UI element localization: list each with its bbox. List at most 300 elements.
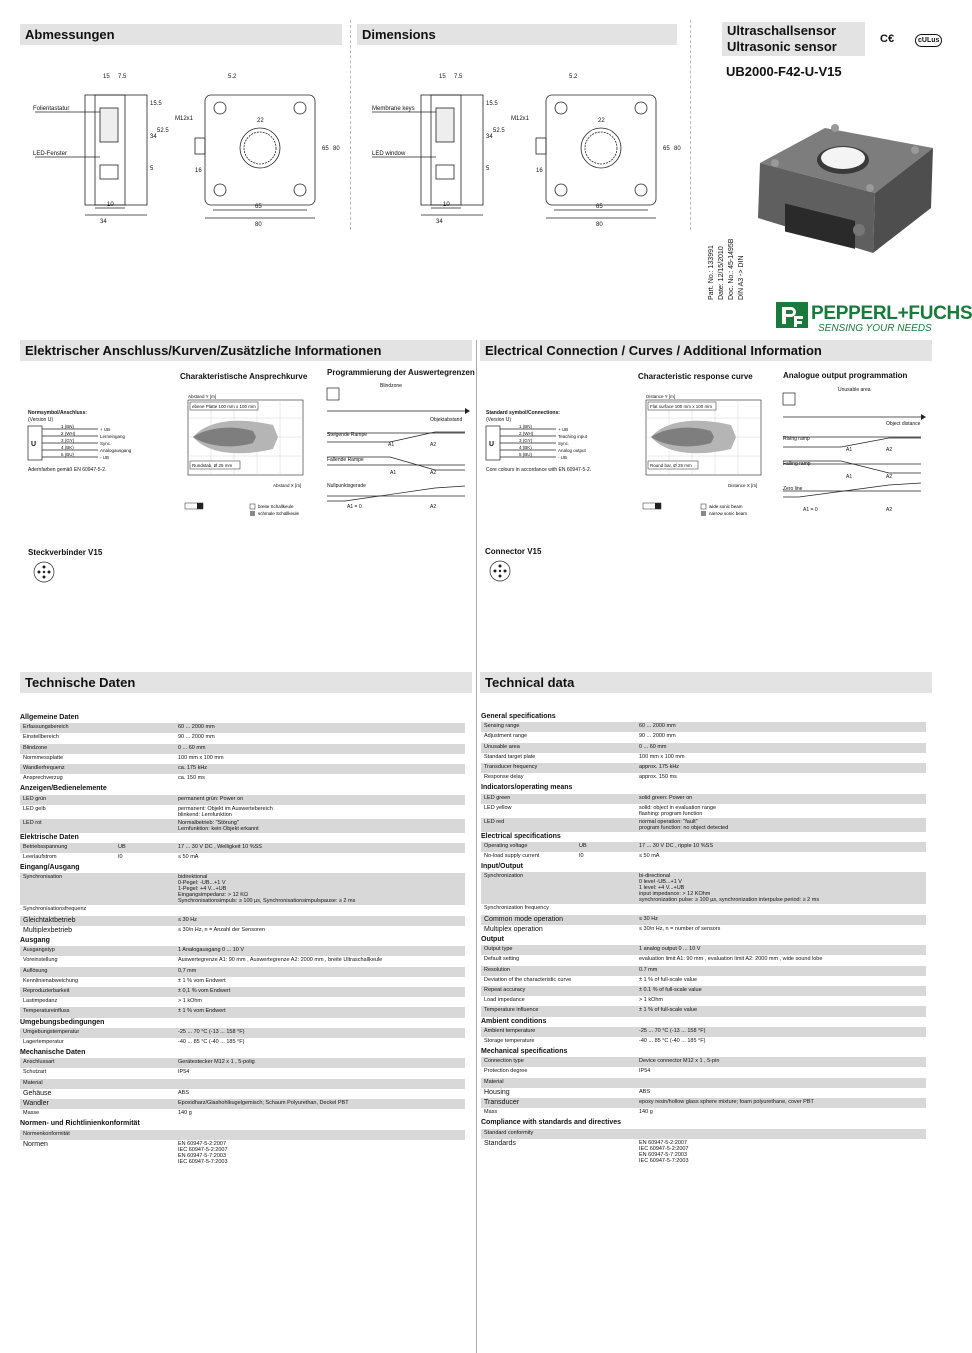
spec-value: ABS <box>175 1089 465 1099</box>
spec-symbol <box>576 1006 636 1016</box>
spec-row <box>20 853 465 863</box>
spec-label: Load impedance <box>481 996 576 1006</box>
dim-label-16: 16 <box>195 168 202 174</box>
spec-label: Standard target plate <box>481 753 576 763</box>
spec-value: 100 mm x 100 mm <box>175 754 465 764</box>
spec-value: ≤ 50 mA <box>175 853 465 863</box>
spec-symbol <box>576 945 636 955</box>
spec-row <box>481 986 926 996</box>
spec-row <box>481 1067 926 1077</box>
y-axis-label: Distance Y [m] <box>646 394 676 399</box>
spec-value: approx. 175 kHz <box>636 763 926 773</box>
spec-label: LED gelb <box>20 805 115 819</box>
spec-symbol <box>115 1068 175 1078</box>
a1-zero-label: A1 = 0 <box>347 504 362 510</box>
spec-symbol <box>115 1140 175 1166</box>
rising-ramp-label: Rising ramp <box>783 436 810 442</box>
spec-label: Housing <box>481 1088 576 1098</box>
spec-row <box>481 1098 926 1108</box>
section-heading-text: Normen- und Richtlinienkonformität <box>20 1119 465 1129</box>
spec-value: epoxy resin/hollow glass sphere mixture; foam polyurethane, cover PBT <box>636 1098 926 1108</box>
spec-symbol <box>115 1007 175 1017</box>
rod-label: Round bar, Ø 25 mm <box>650 463 692 468</box>
prog-title-de: Programmierung der Auswertegrenzen <box>327 368 475 377</box>
spec-value: 17 ... 30 V DC , Welligkeit 10 %SS <box>175 843 465 853</box>
x-axis-label: Abstand X [m] <box>273 483 302 488</box>
spec-value <box>636 1129 926 1139</box>
spec-label: Kennlinienabweichung <box>20 977 115 987</box>
label-foil: Folientastatur <box>33 106 70 112</box>
pin-code-3: 3 (GY) <box>61 438 75 443</box>
spec-value: ≤ 50 mA <box>636 852 926 862</box>
dimension-drawing-en <box>366 60 686 230</box>
core-colours-de: Adernfarben gemäß EN 60947-5-2. <box>28 467 107 473</box>
section-heading <box>481 1118 926 1128</box>
spec-row <box>20 1038 465 1048</box>
spec-value: ± 1 % vom Endwert <box>175 1007 465 1017</box>
product-name-en: Ultrasonic sensor <box>727 39 837 54</box>
spec-label: Synchronisationsfrequenz <box>20 905 115 915</box>
spec-label: Synchronisation <box>20 873 115 905</box>
spec-row <box>20 744 465 754</box>
a1-label: A1 <box>388 442 395 448</box>
section-heading-text: Eingang/Ausgang <box>20 863 465 873</box>
spec-label: Mass <box>481 1108 576 1118</box>
pin-code-4: 4 (BK) <box>519 445 532 450</box>
prog-diagram-en <box>781 381 931 521</box>
response-curve-de <box>178 395 308 505</box>
tech-table-de <box>20 713 465 1166</box>
spec-row <box>20 873 465 905</box>
a1-label: A1 <box>846 474 853 480</box>
a2-label: A2 <box>430 504 437 510</box>
spec-symbol <box>115 744 175 754</box>
spec-row <box>20 1079 465 1089</box>
spec-symbol <box>576 1067 636 1077</box>
spec-symbol <box>576 794 636 804</box>
spec-value: bidirektional 0-Pegel: -UB...+1 V 1-Pegel: +4 V...+UB Eingangsimpedanz: > 12 KΩ Synchronisationsimpuls: ≥ 100 µs, Synchronisationsimpulspause: ≥ 2 ms <box>175 873 465 905</box>
spec-symbol <box>115 956 175 966</box>
section-heading-text: Indicators/operating means <box>481 783 926 793</box>
spec-label: Normenkonformität <box>20 1130 115 1140</box>
spec-label: LED grün <box>20 795 115 805</box>
spec-symbol <box>115 916 175 926</box>
spec-label: Lastimpedanz <box>20 997 115 1007</box>
spec-symbol <box>576 1027 636 1037</box>
section-heading <box>481 935 926 945</box>
spec-label: Unusable area <box>481 743 576 753</box>
beam-narrow-label: schmale Schallkeule <box>258 511 300 516</box>
spec-row <box>481 904 926 914</box>
dim-label-22: 22 <box>257 118 264 124</box>
spec-symbol <box>576 955 636 965</box>
spec-label: Schutzart <box>20 1068 115 1078</box>
spec-row <box>481 872 926 904</box>
spec-symbol <box>115 1038 175 1048</box>
spec-symbol <box>576 804 636 818</box>
spec-symbol <box>115 764 175 774</box>
blind-zone-label: Blindzone <box>380 383 402 389</box>
spec-row <box>20 1007 465 1017</box>
spec-symbol <box>576 753 636 763</box>
rod-label: Rundstab, Ø 25 mm <box>192 463 233 468</box>
spec-row <box>20 1028 465 1038</box>
spec-label: Normen <box>20 1140 115 1166</box>
spec-row <box>20 1099 465 1109</box>
spec-value: IP54 <box>636 1067 926 1077</box>
dim-label-5: 5 <box>150 166 154 172</box>
dim-label-10: 10 <box>443 202 450 208</box>
spec-row <box>20 987 465 997</box>
spec-row <box>20 905 465 915</box>
spec-row <box>20 723 465 733</box>
spec-row <box>20 926 465 936</box>
spec-row <box>481 842 926 852</box>
section-heading <box>20 713 465 723</box>
spec-value: > 1 kOhm <box>636 996 926 1006</box>
spec-symbol <box>115 1099 175 1109</box>
spec-value <box>175 1130 465 1140</box>
spec-row <box>481 1088 926 1098</box>
symbol-title-en: Standard symbol/Connections: <box>486 410 560 416</box>
section-heading <box>481 862 926 872</box>
section-heading <box>481 1017 926 1027</box>
a2-label: A2 <box>430 470 437 476</box>
spec-value: ca. 150 ms <box>175 774 465 784</box>
zero-line-label: Nullpunktsgerade <box>327 483 366 489</box>
spec-label: LED yellow <box>481 804 576 818</box>
spec-value: solid: object in evaluation range flashing: program function <box>636 804 926 818</box>
spec-row <box>20 977 465 987</box>
y-axis-label: Abstand Y [m] <box>188 394 217 399</box>
dim-label-80-v: 80 <box>674 146 681 152</box>
spec-value: 0,7 mm <box>175 967 465 977</box>
spec-value: ABS <box>636 1088 926 1098</box>
dim-label-16: 16 <box>536 168 543 174</box>
connector-title-en: Connector V15 <box>485 547 542 556</box>
dim-label-34-h: 34 <box>436 219 443 225</box>
spec-value: ± 1 % of full-scale value <box>636 1006 926 1016</box>
spec-value: 17 ... 30 V DC , ripple 10 %SS <box>636 842 926 852</box>
spec-value: -40 ... 85 °C (-40 ... 185 °F) <box>636 1037 926 1047</box>
pin-1-label: + UB <box>558 427 569 432</box>
label-led-window: LED window <box>372 151 406 157</box>
spec-row <box>481 753 926 763</box>
pin-code-1: 1 (BN) <box>519 424 533 429</box>
spec-value: 90 ... 2000 mm <box>636 732 926 742</box>
spec-symbol <box>576 904 636 914</box>
spec-value: ca. 175 kHz <box>175 764 465 774</box>
spec-label: Normmessplatte <box>20 754 115 764</box>
spec-symbol <box>115 926 175 936</box>
spec-label: Einstellbereich <box>20 733 115 743</box>
spec-row <box>481 1129 926 1139</box>
separator-dim-2 <box>690 20 691 230</box>
spec-row <box>481 996 926 1006</box>
spec-label: Storage temperature <box>481 1037 576 1047</box>
spec-label: Standards <box>481 1139 576 1165</box>
spec-row <box>20 733 465 743</box>
spec-value: Gerätestecker M12 x 1 , 5-polig <box>175 1058 465 1068</box>
pin-code-1: 1 (BN) <box>61 424 75 429</box>
spec-value: -25 ... 70 °C (-13 ... 158 °F) <box>175 1028 465 1038</box>
spec-row <box>481 945 926 955</box>
x-axis-label: Distance X [m] <box>728 483 758 488</box>
pin-2-label: Lerneingang <box>100 434 126 439</box>
spec-symbol <box>115 1089 175 1099</box>
section-heading-text: Anzeigen/Bedienelemente <box>20 784 465 794</box>
spec-label: Ausgangstyp <box>20 946 115 956</box>
spec-symbol <box>115 967 175 977</box>
doc-meta <box>708 130 748 300</box>
spec-value: ≤ 30/n Hz, n = number of sensors <box>636 925 926 935</box>
pin-4-label: Analog output <box>558 448 586 453</box>
spec-row <box>20 754 465 764</box>
section-heading-text: Electrical specifications <box>481 832 926 842</box>
spec-label: Protection degree <box>481 1067 576 1077</box>
spec-symbol <box>576 1037 636 1047</box>
doc-no: Doc. No.: 45-1495B <box>728 238 735 300</box>
spec-label: Auflösung <box>20 967 115 977</box>
spec-label: Material <box>481 1078 576 1088</box>
spec-symbol <box>115 795 175 805</box>
spec-row <box>481 955 926 965</box>
spec-value: ± 1 % vom Endwert <box>175 977 465 987</box>
spec-label: LED rot <box>20 819 115 833</box>
spec-row <box>20 967 465 977</box>
a1-label: A1 <box>390 470 397 476</box>
spec-value: Normalbetrieb: "Störung" Lernfunktion: kein Objekt erkannt <box>175 819 465 833</box>
spec-symbol: I0 <box>576 852 636 862</box>
pin-code-5: 5 (BU) <box>519 452 533 457</box>
product-model: UB2000-F42-U-V15 <box>726 64 842 79</box>
ce-mark: C€ <box>880 33 895 45</box>
spec-symbol <box>576 976 636 986</box>
tech-title-de: Technische Daten <box>20 672 472 693</box>
section-heading <box>20 863 465 873</box>
spec-symbol <box>576 1108 636 1118</box>
spec-value: Device connector M12 x 1 , 5-pin <box>636 1057 926 1067</box>
spec-row <box>481 966 926 976</box>
spec-symbol <box>115 754 175 764</box>
spec-value: ± 1 % of full-scale value <box>636 976 926 986</box>
dimension-drawing-de <box>25 60 345 230</box>
section-heading <box>20 833 465 843</box>
spec-label: Sensing range <box>481 722 576 732</box>
spec-label: Reproduzierbarkeit <box>20 987 115 997</box>
spec-label: Multiplexbetrieb <box>20 926 115 936</box>
spec-row <box>481 852 926 862</box>
spec-value: 90 ... 2000 mm <box>175 733 465 743</box>
spec-label: Transducer <box>481 1098 576 1108</box>
svg-text:U: U <box>489 441 495 448</box>
spec-label: Resolution <box>481 966 576 976</box>
core-colours-en: Core colours in accordance with EN 60947-5-2. <box>486 467 592 473</box>
spec-row <box>481 818 926 832</box>
dim-title-en: Dimensions <box>357 24 677 45</box>
label-membrane: Membrane keys <box>372 106 415 112</box>
spec-label: Gleichtaktbetrieb <box>20 916 115 926</box>
spec-symbol: I0 <box>115 853 175 863</box>
spec-row <box>20 805 465 819</box>
section-heading <box>481 1047 926 1057</box>
falling-ramp-label: Fallende Rampe <box>327 457 364 463</box>
spec-label: Anschlussart <box>20 1058 115 1068</box>
spec-label: Transducer frequency <box>481 763 576 773</box>
spec-row <box>481 732 926 742</box>
plate-label: Flat surface 100 mm x 100 mm <box>650 404 713 409</box>
dim-label-5: 5 <box>486 166 490 172</box>
spec-row <box>481 743 926 753</box>
section-heading <box>20 936 465 946</box>
dim-title-de: Abmessungen <box>20 24 342 45</box>
spec-label: Betriebsspannung <box>20 843 115 853</box>
dim-label-5-2: 5.2 <box>569 74 578 80</box>
spec-value <box>175 905 465 915</box>
dim-label-m12: M12x1 <box>511 116 530 122</box>
spec-symbol <box>115 723 175 733</box>
spec-symbol <box>576 1088 636 1098</box>
section-heading <box>20 1048 465 1058</box>
section-heading <box>20 1119 465 1129</box>
spec-row <box>20 916 465 926</box>
beam-wide-label: breite Schallkeule <box>258 504 294 509</box>
spec-value: evaluation limit A1: 90 mm , evaluation limit A2: 2000 mm , wide sound lobe <box>636 955 926 965</box>
brand-logo-icon <box>776 302 808 328</box>
spec-row <box>20 1068 465 1078</box>
symbol-sub-en: (Version U) <box>486 417 512 423</box>
pin-code-5: 5 (BU) <box>61 452 75 457</box>
spec-symbol <box>576 763 636 773</box>
section-heading-text: Input/Output <box>481 862 926 872</box>
spec-row <box>481 1057 926 1067</box>
svg-text:U: U <box>31 441 37 448</box>
spec-row <box>481 925 926 935</box>
spec-symbol: UB <box>115 843 175 853</box>
spec-value: 1 analog output 0 ... 10 V <box>636 945 926 955</box>
spec-label: Umgebungstemperatur <box>20 1028 115 1038</box>
pin-3-label: Sync. <box>558 441 570 446</box>
falling-ramp-label: Falling ramp <box>783 461 811 467</box>
dim-label-34: 34 <box>150 134 157 140</box>
spec-value: ± 0,1 % vom Endwert <box>175 987 465 997</box>
dim-label-7-5: 7.5 <box>118 74 127 80</box>
pin-5-label: - UB <box>558 455 567 460</box>
spec-symbol <box>115 946 175 956</box>
section-heading-text: Mechanical specifications <box>481 1047 926 1057</box>
section-heading-text: Compliance with standards and directives <box>481 1118 926 1128</box>
spec-label: Connection type <box>481 1057 576 1067</box>
spec-value <box>175 1079 465 1089</box>
brand-slogan: SENSING YOUR NEEDS <box>818 323 932 334</box>
spec-value: ≤ 30 Hz <box>175 916 465 926</box>
response-curve-en <box>636 395 766 505</box>
a2-label: A2 <box>886 507 893 513</box>
spec-label: Deviation of the characteristic curve <box>481 976 576 986</box>
beam-legend-de <box>185 496 315 522</box>
spec-row <box>481 1027 926 1037</box>
spec-value: 0 ... 60 mm <box>636 743 926 753</box>
connector-title-de: Steckverbinder V15 <box>28 548 103 557</box>
spec-row <box>481 722 926 732</box>
pin-1-label: + UB <box>100 427 111 432</box>
dim-label-5-2: 5.2 <box>228 74 237 80</box>
spec-value: ≤ 30/n Hz, n = Anzahl der Sensoren <box>175 926 465 936</box>
spec-symbol <box>115 905 175 915</box>
spec-symbol <box>576 996 636 1006</box>
spec-label: Lagertemperatur <box>20 1038 115 1048</box>
dim-label-15-5: 15.5 <box>150 101 162 107</box>
spec-value: bi-directional 0 level -UB...+1 V 1 level: +4 V...+UB input impedance: > 12 KOhm synchronization pulse: ≥ 100 µs, synchronization interpulse period: ≥ 2 ms <box>636 872 926 904</box>
spec-symbol <box>576 925 636 935</box>
spec-label: Material <box>20 1079 115 1089</box>
dim-label-22: 22 <box>598 118 605 124</box>
spec-row <box>481 1037 926 1047</box>
dim-label-15-5: 15.5 <box>486 101 498 107</box>
spec-label: Leerlaufstrom <box>20 853 115 863</box>
spec-value: 60 ... 2000 mm <box>175 723 465 733</box>
label-led-window: LED-Fenster <box>33 151 68 157</box>
plate-label: ebene Platte 100 mm x 100 mm <box>192 404 256 409</box>
spec-row <box>20 1058 465 1068</box>
spec-symbol <box>576 1078 636 1088</box>
spec-row <box>481 1078 926 1088</box>
spec-value: permanent grün: Power on <box>175 795 465 805</box>
spec-row <box>481 1139 926 1165</box>
spec-symbol <box>115 1058 175 1068</box>
spec-symbol <box>576 1129 636 1139</box>
spec-row <box>20 774 465 784</box>
prog-diagram-de <box>325 378 475 518</box>
tech-title-en: Technical data <box>480 672 932 693</box>
doc-part-no: Part. No.: 133991 <box>708 245 715 300</box>
spec-label: Temperature influence <box>481 1006 576 1016</box>
section-heading <box>20 1018 465 1028</box>
spec-label: LED red <box>481 818 576 832</box>
spec-label: Gehäuse <box>20 1089 115 1099</box>
spec-row <box>20 1089 465 1099</box>
dim-label-34-h: 34 <box>100 219 107 225</box>
elec-title-de: Elektrischer Anschluss/Kurven/Zusätzliche Informationen <box>20 340 472 361</box>
pin-code-2: 2 (WH) <box>519 431 534 436</box>
spec-symbol <box>115 997 175 1007</box>
spec-symbol <box>576 743 636 753</box>
spec-label: Temperatureinfluss <box>20 1007 115 1017</box>
spec-row <box>481 1108 926 1118</box>
spec-value: normal operation: "fault" program function: no object detected <box>636 818 926 832</box>
section-heading-text: Mechanische Daten <box>20 1048 465 1058</box>
spec-value: 1 Analogausgang 0 ... 10 V <box>175 946 465 956</box>
section-heading <box>20 784 465 794</box>
product-image <box>755 118 935 268</box>
dim-label-65-h: 65 <box>596 204 603 210</box>
rising-ramp-label: Steigende Rampe <box>327 432 368 438</box>
spec-label: Synchronization <box>481 872 576 904</box>
spec-row <box>481 794 926 804</box>
spec-row <box>481 804 926 818</box>
dim-label-80-h: 80 <box>255 222 262 228</box>
dim-label-65-v: 65 <box>322 146 329 152</box>
spec-row <box>481 773 926 783</box>
curve-title-de: Charakteristische Ansprechkurve <box>180 372 308 381</box>
spec-symbol <box>576 1139 636 1165</box>
pin-5-label: - UB <box>100 455 109 460</box>
spec-label: Wandler <box>20 1099 115 1109</box>
spec-label: Voreinstellung <box>20 956 115 966</box>
spec-row <box>481 1006 926 1016</box>
a1-zero-label: A1 = 0 <box>803 507 818 513</box>
spec-row <box>20 819 465 833</box>
